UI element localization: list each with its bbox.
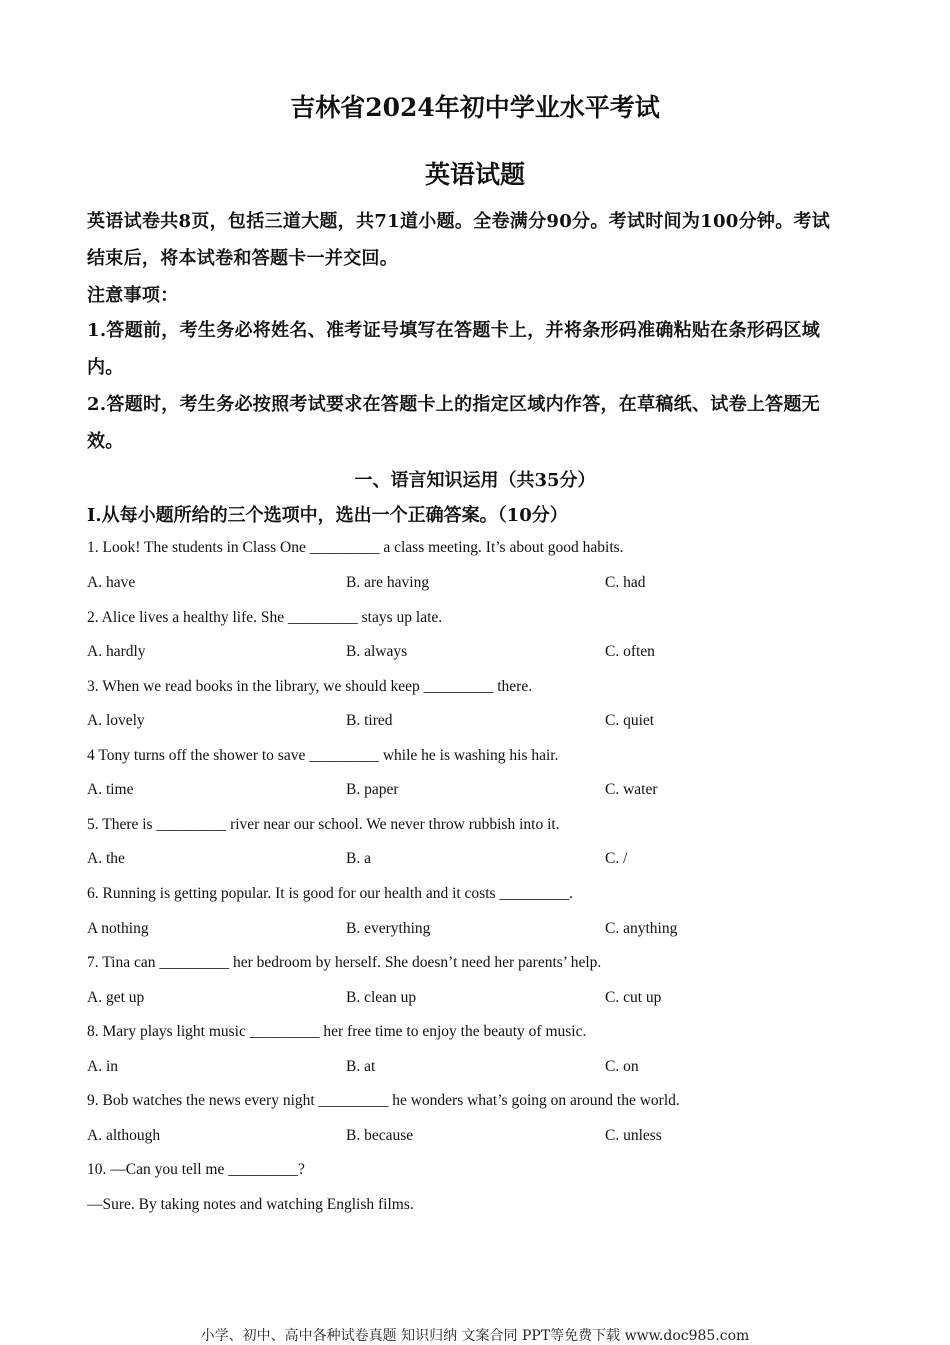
note1-line-2: 内。	[87, 357, 124, 378]
question-stem: 4 Tony turns off the shower to save _________ while he is washing his hair.	[87, 747, 559, 764]
notes-title: 注意事项：	[87, 285, 179, 306]
option-c: C. had	[605, 574, 646, 591]
question-stem: 2. Alice lives a healthy life. She _________ stays up late.	[87, 609, 443, 626]
option-b: B. always	[346, 643, 408, 660]
option-a: A nothing	[87, 920, 149, 937]
option-c: C. water	[605, 781, 658, 798]
option-a: A. although	[87, 1127, 161, 1144]
question-stem: 5. There is _________ river near our school. We never throw rubbish into it.	[87, 816, 560, 833]
option-b: B. a	[346, 850, 371, 867]
question-stem: 6. Running is getting popular. It is good for our health and it costs _________.	[87, 885, 574, 902]
question-stem: 3. When we read books in the library, we should keep _________ there.	[87, 678, 533, 695]
dialogue-reply: —Sure. By taking notes and watching English films.	[87, 1196, 414, 1213]
option-c: C. /	[605, 850, 628, 867]
question-stem: 7. Tina can _________ her bedroom by herself. She doesn’t need her parents’ help.	[87, 954, 602, 971]
option-c: C. cut up	[605, 989, 662, 1006]
page-footer: 小学、初中、高中各种试卷真题 知识归纳 文案合同 PPT等免费下载 www.doc985.com	[200, 1328, 750, 1344]
option-a: A. hardly	[87, 643, 146, 660]
option-b: B. tired	[346, 712, 393, 729]
option-a: A. time	[87, 781, 134, 798]
intro-line-2: 结束后，将本试卷和答题卡一并交回。	[87, 248, 399, 269]
option-c: C. often	[605, 643, 655, 660]
exam-subtitle: 英语试题	[424, 160, 525, 189]
question-stem: 1. Look! The students in Class One _________ a class meeting. It’s about good habits.	[87, 539, 624, 556]
option-a: A. in	[87, 1058, 118, 1075]
option-a: A. the	[87, 850, 125, 867]
section-title: 一、语言知识运用（共35分）	[354, 470, 596, 491]
option-b: B. are having	[346, 574, 430, 591]
question-stem: 8. Mary plays light music _________ her free time to enjoy the beauty of music.	[87, 1023, 587, 1040]
question-stem: 10. —Can you tell me _________?	[87, 1161, 305, 1178]
option-b: B. because	[346, 1127, 414, 1144]
option-c: C. unless	[605, 1127, 662, 1144]
exam-title: 吉林省2024年初中学业水平考试	[290, 93, 660, 122]
note2-line-2: 效。	[87, 431, 124, 452]
option-c: C. on	[605, 1058, 639, 1075]
option-b: B. paper	[346, 781, 399, 798]
option-b: B. clean up	[346, 989, 417, 1006]
option-a: A. have	[87, 574, 136, 591]
note1-line-1: 1.答题前，考生务必将姓名、准考证号填写在答题卡上，并将条形码准确粘贴在条形码区域	[87, 320, 821, 341]
option-b: B. everything	[346, 920, 431, 937]
option-c: C. quiet	[605, 712, 655, 729]
option-c: C. anything	[605, 920, 678, 937]
option-b: B. at	[346, 1058, 376, 1075]
option-a: A. lovely	[87, 712, 145, 729]
question-stem: 9. Bob watches the news every night _________ he wonders what’s going on around the world.	[87, 1092, 680, 1109]
option-a: A. get up	[87, 989, 145, 1006]
part-title: Ⅰ.从每小题所给的三个选项中，选出一个正确答案。（10分）	[87, 505, 568, 526]
note2-line-1: 2.答题时，考生务必按照考试要求在答题卡上的指定区域内作答，在草稿纸、试卷上答题无	[87, 394, 821, 415]
intro-line-1: 英语试卷共8页，包括三道大题，共71道小题。全卷满分90分。考试时间为100分钟。考试	[87, 211, 831, 232]
